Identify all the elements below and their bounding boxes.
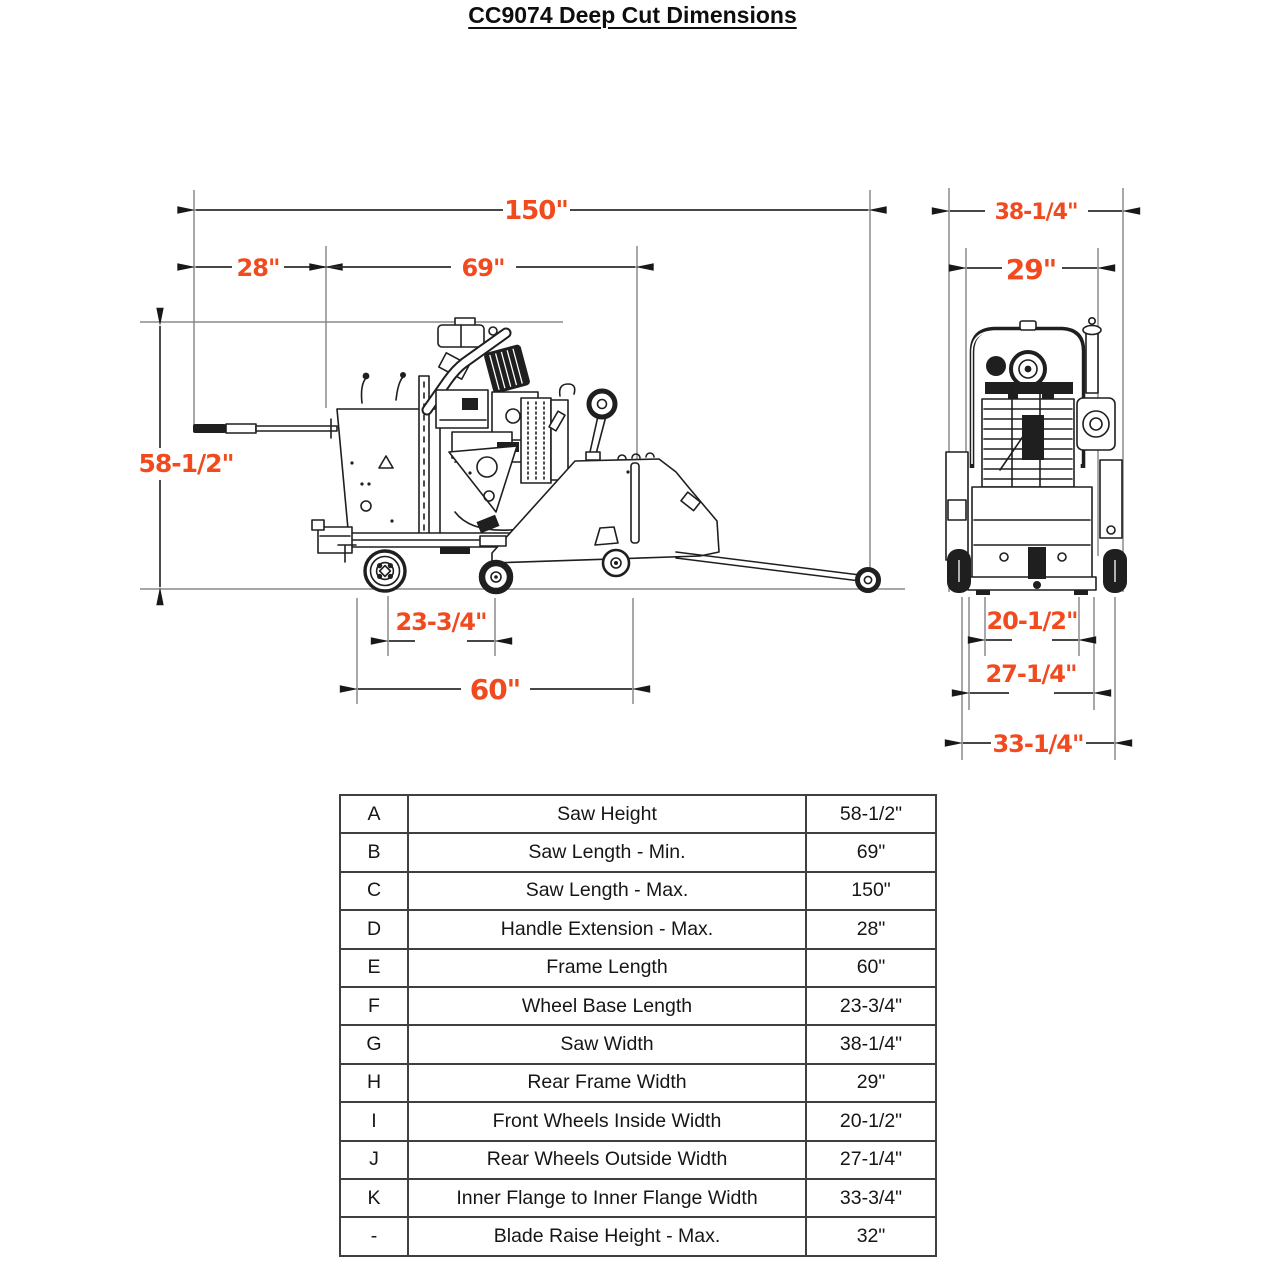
- dimension-saw-length-max: [196, 196, 869, 226]
- dim-description: Saw Length - Max.: [408, 872, 806, 910]
- dimension-inner-flange: [963, 730, 1114, 758]
- dimension-frame-length: [358, 673, 632, 706]
- dimension-handle-extension: [196, 254, 325, 282]
- dimension-rear-frame-width: [967, 253, 1097, 286]
- dim-description: Saw Height: [408, 795, 806, 833]
- dim-letter: A: [340, 795, 408, 833]
- table-row: [340, 987, 936, 1025]
- dim-value: 29": [806, 1064, 936, 1102]
- dim-value: 69": [806, 833, 936, 871]
- dim-description: Rear Frame Width: [408, 1064, 806, 1102]
- table-row: [340, 1179, 936, 1217]
- page-title-text: CC9074 Deep Cut Dimensions: [468, 2, 797, 28]
- dim-description: Saw Length - Min.: [408, 833, 806, 871]
- rear-view-drawing: [946, 318, 1127, 595]
- dim-label-rear-frame-width: 29": [1005, 253, 1057, 286]
- table-row: [340, 872, 936, 910]
- dim-value: 150": [806, 872, 936, 910]
- dim-value: 33-3/4": [806, 1179, 936, 1217]
- dim-description: Inner Flange to Inner Flange Width: [408, 1179, 806, 1217]
- dim-value: 20-1/2": [806, 1102, 936, 1140]
- table-row: [340, 910, 936, 948]
- dimension-wheel-base: [389, 608, 494, 641]
- dim-description: Front Wheels Inside Width: [408, 1102, 806, 1140]
- dim-label-wheel-base: 23-3/4": [395, 608, 487, 636]
- side-view-drawing: [193, 318, 879, 591]
- dim-label-frame-length: 60": [469, 673, 521, 706]
- dimension-saw-length-min: [328, 254, 636, 282]
- dim-value: 27-1/4": [806, 1141, 936, 1179]
- dim-description: Wheel Base Length: [408, 987, 806, 1025]
- table-row: [340, 1064, 936, 1102]
- dim-value: 23-3/4": [806, 987, 936, 1025]
- dim-letter: I: [340, 1102, 408, 1140]
- table-row: [340, 1025, 936, 1063]
- table-row: [340, 1102, 936, 1140]
- dim-description: Blade Raise Height - Max.: [408, 1217, 806, 1255]
- mid-wheel: [603, 550, 629, 576]
- dim-label-saw-height: 58-1/2": [138, 449, 234, 478]
- spoked-wheel: [365, 551, 405, 591]
- dim-letter: J: [340, 1141, 408, 1179]
- dim-letter: F: [340, 987, 408, 1025]
- table-row: [340, 795, 936, 833]
- dim-label-saw-length-min: 69": [461, 254, 505, 282]
- dimension-saw-width: [950, 200, 1122, 225]
- dimension-front-wheels-inside: [986, 607, 1078, 640]
- dim-value: 38-1/4": [806, 1025, 936, 1063]
- dim-value: 60": [806, 949, 936, 987]
- dim-letter: B: [340, 833, 408, 871]
- dim-description: Handle Extension - Max.: [408, 910, 806, 948]
- dim-description: Frame Length: [408, 949, 806, 987]
- table-row: [340, 833, 936, 871]
- dim-value: 28": [806, 910, 936, 948]
- dim-letter: H: [340, 1064, 408, 1102]
- dim-label-rear-wheels-outside: 27-1/4": [985, 660, 1077, 688]
- dim-value: 58-1/2": [806, 795, 936, 833]
- front-wheel: [482, 563, 510, 591]
- dim-label-saw-width: 38-1/4": [994, 200, 1078, 225]
- dim-letter: G: [340, 1025, 408, 1063]
- dim-description: Rear Wheels Outside Width: [408, 1141, 806, 1179]
- dim-letter: C: [340, 872, 408, 910]
- dim-label-saw-length-max: 150": [504, 196, 568, 226]
- dim-description: Saw Width: [408, 1025, 806, 1063]
- dim-value: 32": [806, 1217, 936, 1255]
- pointer-wheel: [858, 570, 879, 591]
- handle-grip: [193, 424, 226, 433]
- dim-label-inner-flange: 33-1/4": [992, 730, 1084, 758]
- dim-label-front-wheels-inside: 20-1/2": [986, 607, 1078, 635]
- dim-letter: D: [340, 910, 408, 948]
- dimension-rear-wheels-outside: [970, 660, 1093, 693]
- dimension-saw-height: [138, 326, 233, 587]
- dim-letter: -: [340, 1217, 408, 1255]
- table-row: [340, 1141, 936, 1179]
- table-row: [340, 949, 936, 987]
- table-row: [340, 1217, 936, 1255]
- dim-letter: E: [340, 949, 408, 987]
- dim-label-handle-extension: 28": [236, 254, 280, 282]
- dim-letter: K: [340, 1179, 408, 1217]
- dimensions-table: [339, 794, 937, 1257]
